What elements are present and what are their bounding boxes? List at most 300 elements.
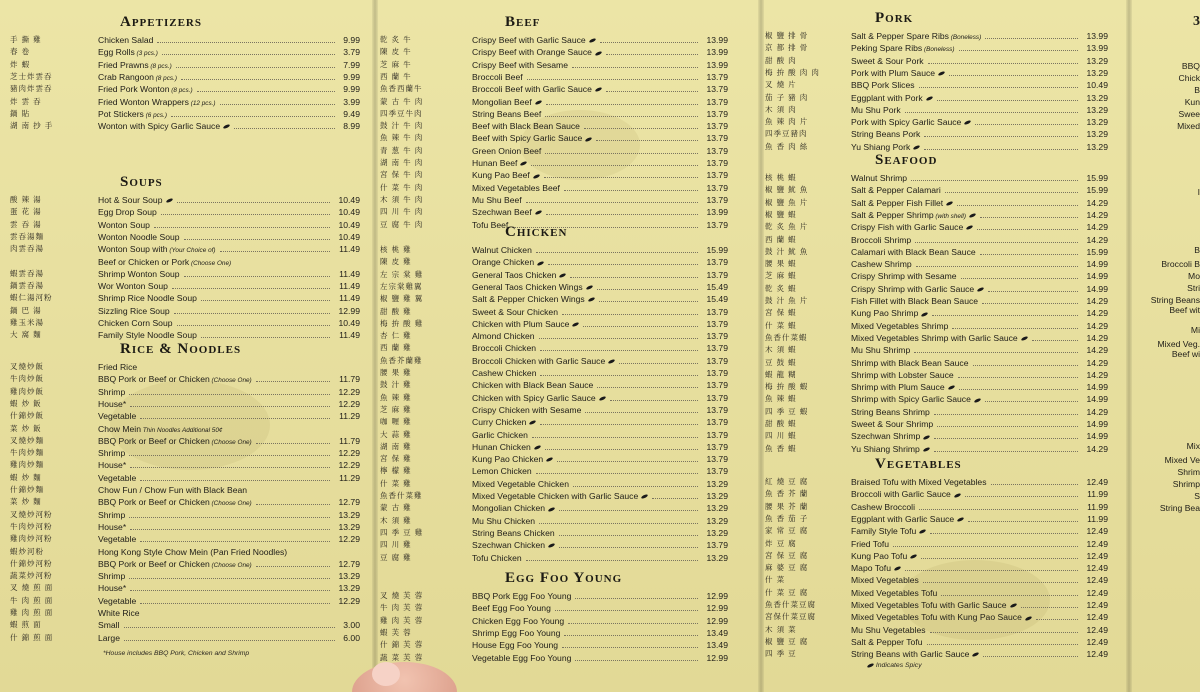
item-name-text: Curry Chicken	[472, 417, 527, 428]
item-name-text: Crispy Shrimp with Garlic Sauce	[851, 283, 975, 294]
item-name-text: Chow Fun / Chow Fun with Black Bean	[98, 485, 248, 495]
item-chinese-name: 雞 肉 芙 蓉	[380, 615, 424, 625]
item-price: 13.29	[1086, 129, 1108, 140]
item-chinese-name: 鍋雲吞湯	[10, 281, 44, 291]
item-name-text: Vegetable	[98, 595, 137, 606]
item-price: 13.99	[706, 47, 728, 58]
item-name-text: House*	[98, 460, 127, 471]
item-chinese-name: 木 須 蝦	[765, 345, 797, 355]
item-chinese-name: 椒 鹽 蝦	[765, 209, 797, 219]
item-name-text: Shrimp Rice Noodle Soup	[98, 293, 197, 304]
item-chinese-name: 牛肉炒河粉	[10, 521, 53, 531]
item-name-text: Braised Tofu with Mixed Vegetables	[851, 477, 987, 487]
item-price: 14.99	[1086, 394, 1108, 405]
item-chinese-name: 四 川 雞	[380, 540, 412, 550]
item-name-text: Beef with Black Bean Sauce	[472, 121, 580, 132]
item-price: 9.99	[343, 71, 360, 82]
item-chinese-name: 什錦炒麵	[10, 485, 44, 494]
item-name-text: Crispy Chicken with Sesame	[472, 404, 582, 415]
item-price: 13.99	[706, 207, 728, 218]
item-price: 13.79	[706, 417, 728, 428]
item-price: 13.79	[706, 219, 728, 230]
menu-item	[10, 607, 365, 619]
item-chinese-name: 乾 炙 牛	[380, 35, 412, 44]
item-price: 13.79	[706, 404, 728, 415]
item-name	[98, 361, 137, 373]
item-chinese-name: 腰 果 芥 蘭	[765, 501, 809, 511]
item-price: 10.49	[338, 231, 360, 242]
item-price: 13.29	[1086, 55, 1108, 66]
item-name-text: Fried Pork Wonton	[98, 84, 170, 95]
dot-leader	[140, 603, 330, 604]
item-name-text: Salt & Pepper Calamari	[851, 185, 941, 196]
item-price: 11.49	[339, 268, 360, 279]
item-name-text: House*	[98, 583, 127, 594]
item-name-text: Hong Kong Style Chow Mein (Pan Fried Noodles)	[98, 546, 288, 557]
item-chinese-name: 蝦 煎 面	[10, 620, 42, 630]
item-price: 10.49	[338, 207, 360, 218]
item-note: (Choose One)	[209, 377, 252, 385]
item-name-text: General Taos Chicken Wings	[472, 281, 583, 292]
item-price: 14.29	[1086, 320, 1108, 331]
item-name-text: Shrimp	[98, 386, 126, 397]
item-name-text: Broccoli with Garlic Sauce	[851, 489, 951, 500]
item-price: 3.00	[343, 620, 360, 631]
dot-leader	[991, 484, 1078, 485]
item-name-text: Chicken Corn Soup	[98, 318, 173, 328]
item-name-text: Cashew Shrimp	[851, 259, 912, 270]
dot-leader	[930, 533, 1078, 534]
item-note: (with shell)	[933, 212, 966, 220]
item-price: 14.29	[1086, 209, 1108, 220]
item-price: 10.49	[338, 219, 360, 230]
item-name-text: Kung Pao Chicken	[472, 454, 544, 465]
item-chinese-name: 叉燒炒河粉	[10, 509, 53, 519]
item-name	[851, 562, 901, 574]
item-name-text: Fried Tofu	[851, 538, 890, 549]
item-price: 12.29	[338, 534, 360, 545]
item-name-text: Mixed Vegetables	[851, 575, 919, 586]
item-chinese-name: 鼓 汁 魷 魚	[765, 246, 809, 256]
item-chinese-name: 椒 鹽 豆 腐	[765, 636, 809, 646]
item-name-text: Chow Mein	[98, 423, 141, 434]
dot-leader	[968, 521, 1078, 522]
item-chinese-name: 木 須 雞	[380, 515, 412, 525]
item-name-text: Yu Shiang Shrimp	[851, 443, 920, 454]
dot-leader	[129, 394, 330, 395]
item-note: (Your Choice of)	[167, 247, 216, 255]
dot-leader	[256, 566, 330, 567]
menu-item	[765, 476, 1120, 488]
item-price: 13.29	[706, 515, 728, 526]
edge-fragment: 3	[1193, 14, 1200, 29]
item-price: 12.49	[1086, 636, 1108, 647]
item-chinese-name: 乾 炙 魚 片	[765, 222, 809, 232]
item-name-text: Broccoli Beef	[472, 71, 523, 82]
section-title: Seafood	[875, 152, 938, 168]
section-vegetables	[765, 0, 1120, 692]
item-price: 12.49	[1086, 624, 1108, 635]
item-chinese-name: 手 撕 雞	[10, 35, 42, 44]
item-chinese-name: 魚 香 茄 子	[765, 513, 809, 523]
section-eggfoo	[380, 0, 752, 692]
item-name-text: Chicken Egg Foo Young	[472, 615, 565, 626]
item-name	[98, 582, 126, 594]
menu-item	[380, 590, 752, 602]
item-note: (Choose One)	[209, 561, 252, 569]
menu-item	[10, 521, 365, 533]
edge-fragment: Beef wi	[1171, 349, 1200, 359]
item-price: 11.99	[1087, 501, 1108, 512]
item-price: 12.99	[338, 305, 360, 316]
item-chinese-name: 甜 酸 蝦	[765, 419, 797, 428]
dot-leader	[941, 595, 1078, 596]
item-note: Thin Noodles Additional 50¢	[141, 426, 223, 434]
item-name-text: Wonton Soup with	[98, 244, 168, 255]
item-price: 13.29	[1086, 141, 1108, 152]
item-name-text: Sweet & Sour Chicken	[472, 306, 558, 317]
item-chinese-name: 湖 南 雞	[380, 441, 412, 451]
item-chinese-name: 西 蘭 牛	[380, 71, 412, 81]
menu-item	[10, 484, 365, 496]
item-chinese-name: 牛 肉 煎 面	[10, 595, 54, 605]
item-chinese-name: 梅 拚 酸 雞	[380, 318, 424, 328]
item-name-text: Chicken with Black Bean Sauce	[472, 380, 594, 391]
dot-leader	[562, 647, 698, 648]
item-name	[98, 521, 126, 533]
item-price: 13.99	[706, 59, 728, 70]
item-price: 13.29	[706, 503, 728, 514]
item-name-text: Chicken with Spicy Garlic Sauce	[472, 392, 596, 403]
edge-fragment: Mix	[1186, 441, 1200, 451]
item-name-text: Sweet & Sour Shrimp	[851, 419, 934, 429]
item-price: 12.49	[1086, 600, 1108, 610]
item-note: (12 pcs.)	[188, 99, 216, 107]
item-chinese-name: 蒙 古 牛 肉	[380, 96, 424, 106]
item-price: 13.79	[706, 429, 728, 440]
edge-panel	[1134, 0, 1200, 692]
item-chinese-name: 鼓 汁 雞	[380, 380, 412, 390]
edge-fragment: Beef wit	[1169, 305, 1200, 315]
item-name-text: Shrimp	[98, 448, 126, 459]
item-price: 13.29	[1086, 92, 1108, 103]
item-price: 11.79	[339, 374, 360, 385]
item-price: 10.49	[338, 318, 360, 328]
item-price: 13.29	[338, 583, 360, 594]
item-name-text: Salt & Pepper Shrimp	[851, 209, 934, 220]
item-name	[98, 619, 120, 631]
item-chinese-name: 湖 南 牛 肉	[380, 158, 424, 167]
item-price: 13.29	[338, 521, 360, 532]
item-chinese-name: 鼓 汁 牛 肉	[380, 121, 424, 131]
item-name-text: Wor Wonton Soup	[98, 281, 168, 292]
item-chinese-name: 腰 果 蝦	[765, 259, 797, 269]
item-name	[851, 550, 917, 562]
item-name-text: Family Style Tofu	[851, 526, 917, 537]
item-price: 11.49	[339, 244, 360, 255]
item-name-text: Mu Shu Beef	[472, 194, 522, 205]
item-chinese-name: 檸 檬 雞	[380, 466, 412, 476]
item-price: 14.29	[1086, 369, 1108, 380]
item-chinese-name: 什 菜 蝦	[765, 320, 797, 330]
item-name-text: Sweet & Sour Pork	[851, 55, 924, 66]
item-chinese-name: 芝 麻 蝦	[765, 271, 797, 281]
item-name-text: Hunan Chicken	[472, 441, 531, 452]
item-name	[98, 607, 140, 619]
menu-item	[380, 602, 752, 614]
item-chinese-name: 梅 拚 酸 蝦	[765, 382, 809, 392]
item-name-text: BBQ Pork Slices	[851, 80, 915, 91]
item-chinese-name: 梅 拚 酸 肉 肉	[765, 67, 820, 77]
item-price: 13.79	[706, 454, 728, 465]
item-chinese-name: 什錦炒飯	[10, 411, 44, 421]
item-chinese-name: 宮保什菜豆腐	[765, 612, 816, 622]
item-chinese-name: 木 須 牛 肉	[380, 194, 424, 204]
menu-item	[10, 632, 365, 644]
item-name-text: Mixed Vegetable Chicken	[472, 478, 569, 489]
item-chinese-name: 魚香西蘭牛	[380, 84, 423, 94]
item-price: 13.49	[706, 627, 728, 638]
chili-icon	[894, 566, 902, 571]
item-name	[472, 590, 571, 602]
item-chinese-name: 木 須 菜	[765, 624, 797, 634]
item-name-text: Green Onion Beef	[472, 145, 542, 156]
item-name-text: Kung Pao Beef	[472, 170, 530, 181]
item-name-text: Large	[98, 632, 120, 643]
item-chinese-name: 蝦炒河粉	[10, 546, 44, 556]
item-name-text: BBQ Pork or Beef or Chicken	[98, 374, 210, 385]
item-price: 13.29	[1086, 67, 1108, 78]
item-chinese-name: 椒 鹽 魚 片	[765, 197, 809, 207]
edge-fragment: Shrim	[1177, 467, 1200, 477]
item-name-text: Fried Wonton Wrappers	[98, 96, 189, 107]
item-chinese-name: 什 菜 牛 肉	[380, 182, 424, 192]
menu-item	[10, 558, 365, 570]
item-chinese-name: 芝 麻 雞	[380, 404, 412, 414]
menu-item	[10, 496, 365, 508]
item-chinese-name: 蝦雲吞湯	[10, 268, 44, 278]
item-name-text: Wonton Soup	[98, 219, 150, 230]
item-price: 15.49	[706, 294, 728, 305]
dot-leader	[130, 590, 330, 591]
menu-item	[765, 574, 1120, 586]
item-price: 13.79	[706, 170, 728, 181]
item-chinese-name: 芝 麻 牛	[380, 59, 412, 69]
item-chinese-name: 陳 皮 牛	[380, 47, 412, 57]
item-price: 9.99	[343, 84, 360, 95]
menu-item	[765, 538, 1120, 550]
item-chinese-name: 椒 鹽 排 骨	[765, 31, 809, 40]
item-name-text: String Beans Shrimp	[851, 406, 930, 417]
item-name-text: String Beans Chicken	[472, 527, 555, 538]
section-title: Beef	[505, 14, 541, 30]
menu-item	[10, 582, 365, 594]
item-price: 3.79	[343, 47, 360, 58]
item-chinese-name: 什 錦 煎 面	[10, 632, 54, 642]
item-name	[472, 602, 551, 614]
item-name-text: Salt & Pepper Tofu	[851, 636, 923, 647]
item-chinese-name: 魚香芥蘭雞	[380, 355, 423, 365]
item-chinese-name: 四 季 豆	[765, 649, 797, 659]
item-chinese-name: 雞玉米湯	[10, 318, 44, 327]
menu-item	[10, 472, 365, 484]
item-chinese-name: 核 桃 蝦	[765, 173, 797, 182]
item-price: 13.79	[706, 133, 728, 144]
menu-item	[765, 513, 1120, 525]
item-price: 13.79	[706, 194, 728, 205]
section-title: Soups	[120, 174, 163, 190]
item-name	[98, 447, 125, 459]
menu-item	[10, 435, 365, 447]
spicy-legend-text: Indicates Spicy	[875, 662, 922, 669]
item-name-text: Cashew Broccoli	[851, 501, 915, 512]
dot-leader	[256, 504, 330, 505]
item-name-text: String Beans Beef	[472, 108, 542, 119]
item-name-text: Mixed Vegetable Chicken with Garlic Sauce	[472, 491, 639, 501]
dot-leader	[983, 656, 1078, 657]
item-chinese-name: 什錦炒河粉	[10, 558, 53, 568]
dot-leader	[140, 480, 330, 481]
item-name-text: Mixed Vegetables Shrimp	[851, 320, 949, 331]
item-chinese-name: 什 錦 芙 蓉	[380, 640, 424, 650]
item-chinese-name: 宮 保 牛 肉	[380, 170, 424, 180]
item-name	[472, 652, 571, 664]
item-name-text: BBQ Pork or Beef or Chicken	[98, 497, 210, 508]
item-chinese-name: 叉 燒 芙 蓉	[380, 591, 424, 600]
item-name-text: Wonton with Spicy Garlic Sauce	[98, 121, 221, 132]
item-price: 13.79	[706, 380, 728, 391]
item-price: 13.79	[706, 306, 728, 317]
item-price: 9.99	[343, 35, 360, 45]
spicy-legend	[864, 662, 922, 669]
item-chinese-name: 蝦 龍 糊	[765, 369, 797, 379]
item-name-text: House Egg Foo Young	[472, 640, 559, 651]
item-name	[851, 599, 1017, 611]
item-price: 12.49	[1086, 550, 1108, 561]
item-price: 11.49	[339, 281, 360, 292]
item-chinese-name: 鼓 汁 魚 片	[765, 296, 809, 305]
item-name-text: Mu Shu Chicken	[472, 515, 536, 526]
item-name	[98, 398, 126, 410]
menu-item	[10, 509, 365, 521]
item-note: (Choose One)	[209, 438, 252, 446]
item-price: 12.49	[1086, 575, 1108, 586]
item-name-text: Crispy Shrimp with Sesame	[851, 271, 957, 282]
item-name-text: Szechwan Chicken	[472, 540, 546, 551]
menu-item	[765, 587, 1120, 599]
item-name	[851, 611, 1032, 623]
item-chinese-name: 魚 辣 肉 片	[765, 117, 809, 127]
item-name-text: Egg Rolls	[98, 47, 135, 58]
item-name-text: Shrimp with Plum Sauce	[851, 382, 945, 393]
item-price: 14.99	[1086, 382, 1108, 393]
item-price: 12.29	[338, 398, 360, 409]
item-price: 7.99	[343, 59, 360, 70]
edge-fragment: B	[1194, 245, 1200, 255]
item-name-text: Crispy Beef with Sesame	[472, 59, 568, 70]
item-chinese-name: 腰 果 雞	[380, 368, 412, 377]
item-chinese-name: 四 川 牛 肉	[380, 207, 424, 217]
item-chinese-name: 左宗棠雞翼	[380, 281, 423, 291]
item-chinese-name: 左 宗 棠 雞	[380, 269, 424, 279]
item-price: 11.49	[339, 330, 360, 341]
item-name	[851, 501, 915, 513]
item-chinese-name: 菜 炒 麵	[10, 497, 42, 507]
item-name-text: Kung Pao Tofu	[851, 550, 908, 561]
item-chinese-name: 魚 香 肉 絲	[765, 141, 809, 151]
menu-fold	[1126, 0, 1132, 692]
menu-item	[10, 570, 365, 582]
edge-fragment: String Bea	[1159, 503, 1200, 513]
item-price: 11.79	[339, 435, 360, 446]
item-price: 14.29	[1086, 443, 1108, 454]
item-chinese-name: 牛 肉 芙 蓉	[380, 603, 424, 613]
menu-item	[10, 546, 365, 558]
item-price: 14.29	[1086, 296, 1108, 306]
item-price: 8.99	[343, 121, 360, 132]
item-chinese-name: 牛肉炒飯	[10, 374, 44, 384]
edge-fragment: Mixed	[1177, 121, 1200, 131]
item-price: 14.29	[1086, 332, 1108, 343]
item-name-text: Crispy Beef with Orange Sauce	[472, 47, 592, 58]
item-price: 11.29	[339, 411, 360, 422]
item-name-text: Vegetable	[98, 472, 137, 483]
item-price: 13.79	[706, 269, 728, 280]
item-name	[98, 546, 287, 558]
item-name-text: Family Style Noodle Soup	[98, 330, 197, 341]
item-name-text: Sizzling Rice Soup	[98, 305, 170, 316]
item-price: 14.99	[1086, 431, 1108, 442]
item-name-text: Kung Pao Shrimp	[851, 308, 919, 319]
item-name	[851, 476, 987, 488]
item-price: 15.99	[1086, 246, 1108, 257]
chili-icon	[972, 652, 980, 657]
item-chinese-name: 茄 子 豬 肉	[765, 92, 809, 102]
item-chinese-name: 叉燒炒飯	[10, 362, 44, 371]
item-name	[851, 538, 889, 550]
item-price: 13.79	[706, 441, 728, 452]
item-name-text: Walnut Shrimp	[851, 173, 908, 183]
menu-item	[765, 525, 1120, 537]
edge-fragment: Stri	[1187, 283, 1200, 293]
item-name-text: Szechwan Shrimp	[851, 431, 921, 442]
item-price: 15.49	[706, 281, 728, 292]
item-price: 14.99	[1086, 419, 1108, 429]
menu-item	[10, 619, 365, 631]
menu-item	[765, 550, 1120, 562]
item-chinese-name: 雞肉炒麵	[10, 460, 44, 470]
item-name-text: Mixed Vegetables Tofu	[851, 587, 938, 598]
item-price: 14.29	[1086, 308, 1108, 319]
item-name-text: General Taos Chicken	[472, 269, 557, 280]
item-chinese-name: 蛋 花 湯	[10, 207, 42, 217]
item-name-text: Shrimp	[98, 571, 126, 582]
item-chinese-name: 什 菜 豆 腐	[765, 587, 809, 597]
chili-icon	[957, 517, 965, 522]
dot-leader	[129, 455, 330, 456]
item-name-text: Vegetable Egg Foo Young	[472, 652, 572, 663]
menu-item	[10, 459, 365, 471]
item-name-text: Cashew Chicken	[472, 368, 537, 378]
item-name-text: Crispy Beef with Garlic Sauce	[472, 35, 586, 45]
item-name-text: String Beans with Garlic Sauce	[851, 649, 970, 660]
menu-item	[765, 562, 1120, 574]
dot-leader	[575, 598, 698, 599]
item-price: 13.79	[706, 182, 728, 193]
item-chinese-name: 西 蘭 蝦	[765, 234, 797, 244]
section-title: Egg Foo Young	[505, 570, 623, 586]
item-name-text: Mu Shu Vegetables	[851, 624, 926, 635]
